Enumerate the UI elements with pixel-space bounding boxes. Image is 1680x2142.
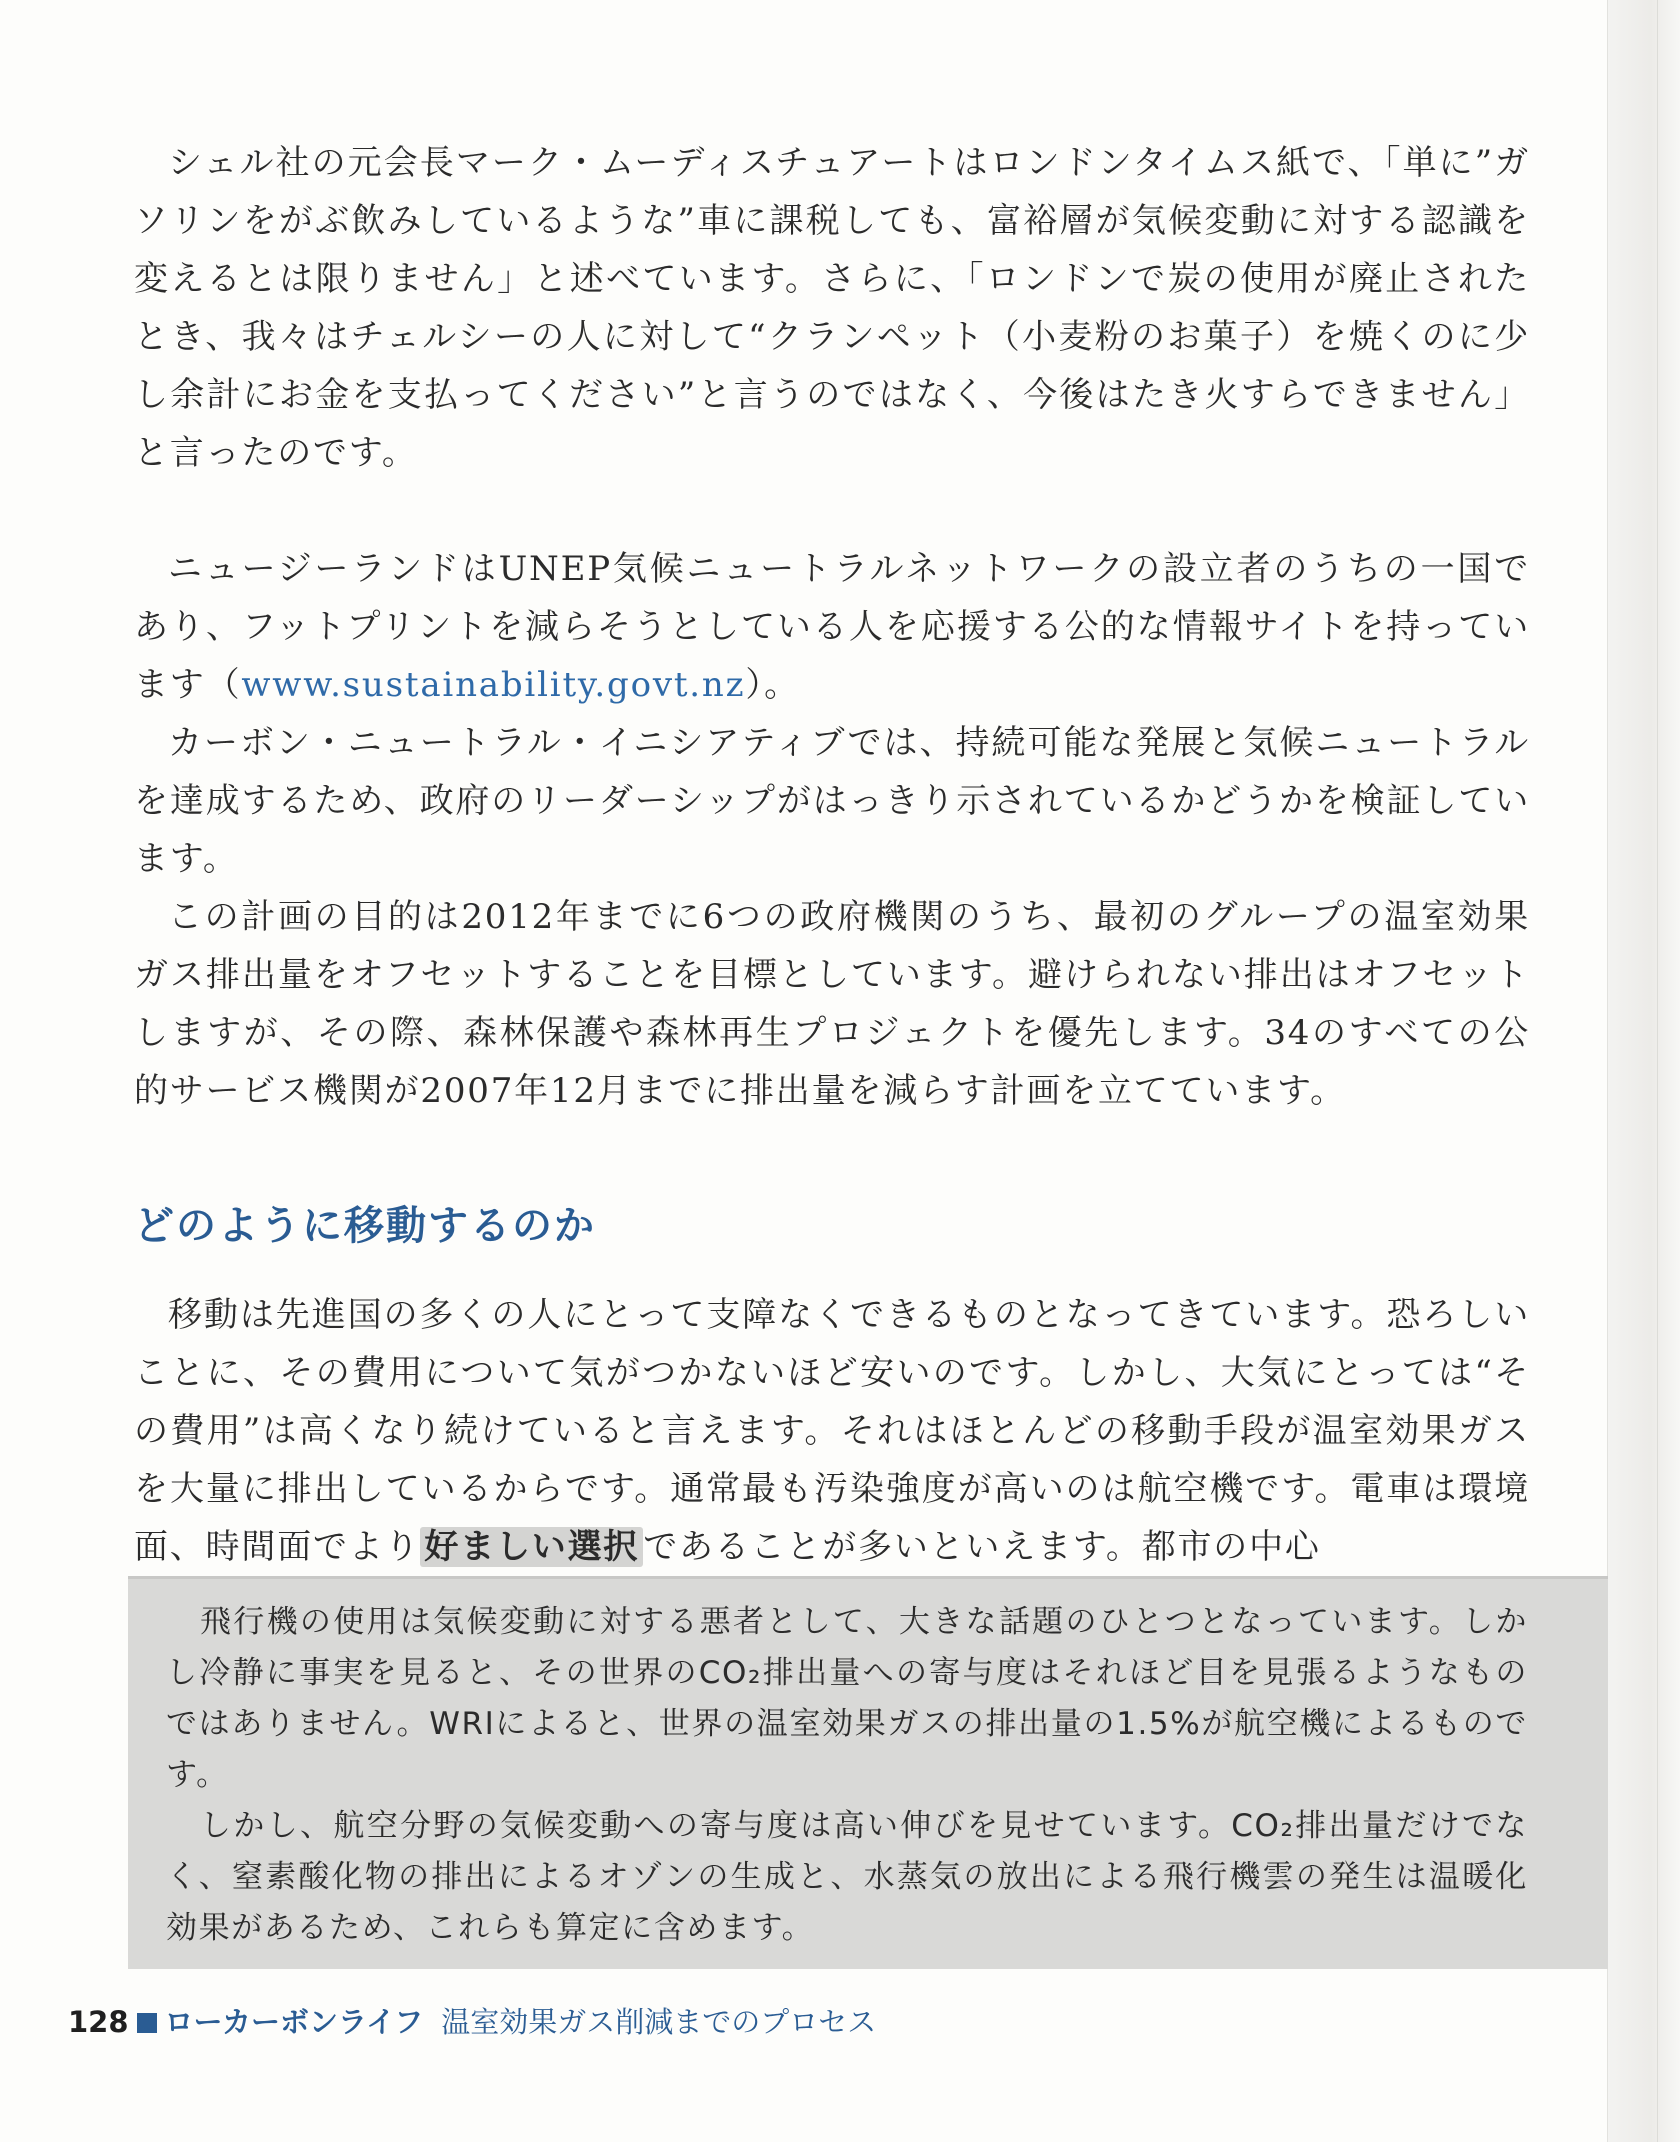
aviation-note-box [128, 1576, 1608, 1969]
paragraph-new-zealand-text: ニュージーランドはUNEP気候ニュートラルネットワークの設立者のうちの一国であり、フットプリントを減らそうとしている人を応援する公的な情報サイトを持っています（ [134, 549, 1530, 705]
square-bullet-icon [137, 2013, 157, 2033]
book-subtitle: 温室効果ガス削減までのプロセス [441, 2005, 877, 2039]
paragraph-new-zealand-end: ）。 [745, 665, 800, 705]
page-edge-line [1657, 0, 1658, 2142]
paragraph-new-zealand [134, 540, 1530, 714]
note-paragraph-2: しかし、航空分野の気候変動への寄与度は高い伸びを見せています。CO₂排出量だけでなく、窒素酸化物の排出によるオゾンの生成と、水蒸気の放出による飛行機雲の発生は温暖化効果があるため、これらも算定に含めます。 [166, 1808, 1528, 1946]
note-paragraph-1: 飛行機の使用は気候変動に対する悪者として、大きな話題のひとつとなっています。しかし冷静に事実を見ると、その世界のCO₂排出量への寄与度はそれほど目を見張るようなものではありません。WRIによると、世界の温室効果ガスの排出量の1.5%が航空機によるものです。 [166, 1604, 1528, 1793]
page-edge [1607, 0, 1680, 2142]
page-footer [68, 2002, 876, 2042]
paragraph-plan-goal: この計画の目的は2012年までに6つの政府機関のうち、最初のグループの温室効果ガス排出量をオフセットすることを目標としています。避けられない排出はオフセットしますが、その際、森林保護や森林再生プロジェクトを優先します。34のすべての公的サービス機関が2007年12月までに排出量を減らす計画を立てています。 [134, 897, 1530, 1111]
paragraph-travel-end: であることが多いといえます。都市の中心 [643, 1527, 1321, 1567]
paragraph-travel [134, 1286, 1530, 1576]
section-heading: どのように移動するのか [134, 1203, 596, 1249]
paragraph-travel-text: 移動は先進国の多くの人にとって支障なくできるものとなってきています。恐ろしいことに、その費用について気がつかないほど安いのです。しかし、大気にとっては“その費用”は高くなり続けていると言えます。それはほとんどの移動手段が温室効果ガスを大量に排出しているからです。通常最も汚染強度が高いのは航空機です。電車は環境面、時間面でより [134, 1295, 1530, 1567]
page-number: 128 [68, 2005, 129, 2039]
highlighted-phrase: 好ましい選択 [420, 1527, 643, 1567]
paragraph-shell-quote: シェル社の元会長マーク・ムーディスチュアートはロンドンタイムス紙で、「単に”ガソリンをがぶ飲みしているような”車に課税しても、富裕層が気候変動に対する認識を変えるとは限りません」と述べています。さらに、「ロンドンで炭の使用が廃止されたとき、我々はチェルシーの人に対して“クランペット（小麦粉のお菓子）を焼くのに少し余計にお金を支払ってください”と言うのではなく、今後はたき火すらできません」と言ったのです。 [134, 143, 1530, 473]
book-title: ローカーボンライフ [164, 2005, 424, 2039]
sustainability-link[interactable]: www.sustainability.govt.nz [241, 665, 746, 705]
paragraph-carbon-neutral-initiative: カーボン・ニュートラル・イニシアティブでは、持続可能な発展と気候ニュートラルを達成するため、政府のリーダーシップがはっきり示されているかどうかを検証しています。 [134, 723, 1530, 879]
